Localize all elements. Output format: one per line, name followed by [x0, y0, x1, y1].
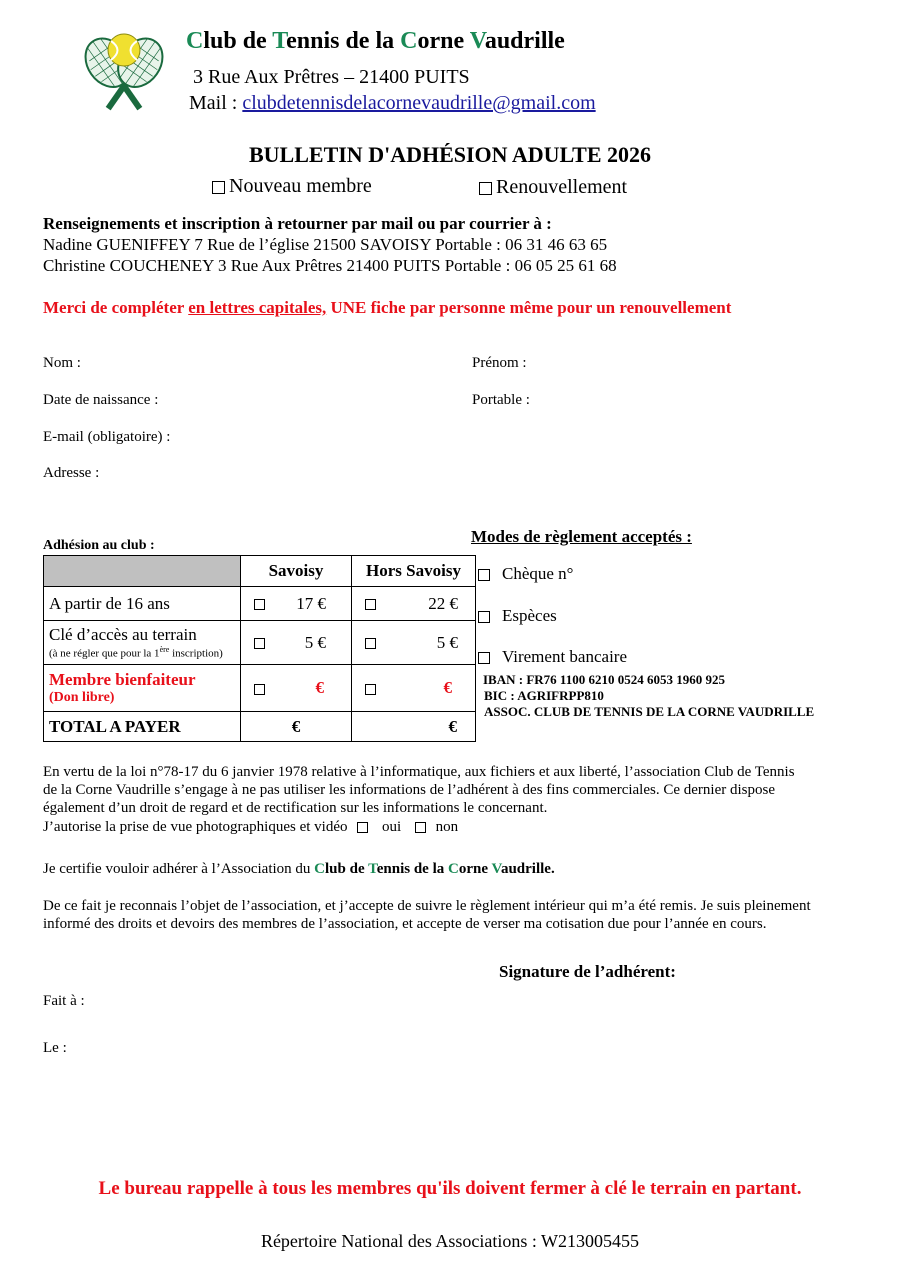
- fee-cell: [352, 665, 476, 712]
- table-header-empty: [44, 556, 241, 587]
- row-label: [44, 665, 241, 712]
- fee-cell: [352, 621, 476, 665]
- payment-virement[interactable]: [478, 647, 627, 667]
- fee-cell: [241, 665, 352, 712]
- photo-consent: [43, 819, 458, 836]
- virement-label: Virement bancaire: [502, 647, 627, 666]
- name-part: audrille: [484, 28, 565, 54]
- note-after: inscription): [169, 647, 223, 660]
- name-part: ennis de la: [376, 861, 448, 877]
- iban: IBAN : FR76 1100 6210 0524 6053 1960 925: [483, 672, 725, 687]
- initial: T: [368, 861, 377, 877]
- fee-value: 17 €: [296, 593, 326, 613]
- certify-before: Je certifie vouloir adhérer à l’Association du: [43, 861, 315, 877]
- photo-non-checkbox[interactable]: [415, 822, 426, 833]
- field-naissance[interactable]: Date de naissance :: [43, 392, 159, 408]
- row-label-text: Clé d’accès au terrain: [49, 624, 197, 644]
- name-part: lub de: [325, 861, 369, 877]
- col-hors-savoisy: Hors Savoisy: [352, 556, 476, 587]
- virement-checkbox[interactable]: [478, 652, 490, 664]
- fee-cell: [352, 587, 476, 621]
- fees-heading: Adhésion au club :: [43, 538, 155, 553]
- checkbox[interactable]: [365, 684, 376, 695]
- row-label: TOTAL A PAYER: [44, 712, 241, 742]
- fee-value: 22 €: [428, 593, 458, 613]
- contact-line-2: Christine COUCHENEY 3 Rue Aux Prêtres 21400 PUITS Portable : 06 05 25 61 68: [43, 256, 617, 275]
- rna-number: Répertoire National des Associations : W213005455: [260, 1231, 640, 1251]
- fee-cell: [241, 587, 352, 621]
- instruction-after: UNE fiche par personne même pour un renouvellement: [326, 298, 732, 317]
- contact-line-1: Nadine GUENIFFEY 7 Rue de l’église 21500 SAVOISY Portable : 06 31 46 63 65: [43, 235, 608, 254]
- instruction: [43, 298, 731, 318]
- fee-value: 5 €: [436, 632, 458, 652]
- new-member-checkbox[interactable]: [212, 181, 225, 194]
- account-holder: ASSOC. CLUB DE TENNIS DE LA CORNE VAUDRILLE: [484, 704, 815, 719]
- checkbox[interactable]: [365, 599, 376, 610]
- renewal-checkbox[interactable]: [479, 182, 492, 195]
- checkbox[interactable]: [254, 599, 265, 610]
- especes-label: Espèces: [502, 606, 557, 625]
- mail-label: Mail :: [189, 92, 243, 114]
- initial: V: [491, 861, 501, 877]
- fees-table: [43, 555, 476, 742]
- initial: C: [186, 28, 204, 54]
- row-label: A partir de 16 ans: [44, 587, 241, 621]
- initial: V: [469, 28, 485, 54]
- fee-value: €: [315, 678, 324, 697]
- legal-line-3: également d’un droit de regard et de rectification sur les informations le concernant.: [43, 800, 548, 816]
- field-adresse[interactable]: Adresse :: [43, 465, 100, 481]
- accept-line-2: informé des droits et devoirs des membres de l’association, et accepte de verser ma cotisation due pour l’année en cours.: [43, 916, 767, 932]
- new-member-option[interactable]: [212, 175, 372, 198]
- row-label-text: Membre bienfaiteur: [49, 670, 196, 689]
- payment-especes[interactable]: [478, 606, 557, 626]
- total-savoisy: €: [241, 712, 352, 742]
- le-date-field[interactable]: Le :: [43, 1040, 67, 1056]
- instruction-before: Merci de compléter: [43, 298, 189, 317]
- checkbox[interactable]: [254, 684, 265, 695]
- fee-value: €: [443, 678, 452, 697]
- initial: C: [400, 28, 418, 54]
- payment-heading: Modes de règlement acceptés :: [471, 527, 692, 546]
- photo-consent-text: J’autorise la prise de vue photographiques et vidéo: [43, 819, 348, 835]
- name-part: audrille.: [500, 861, 555, 877]
- col-savoisy: Savoisy: [241, 556, 352, 587]
- name-part: orne: [458, 861, 492, 877]
- field-portable[interactable]: Portable :: [472, 392, 530, 408]
- row-note: [49, 644, 235, 660]
- payment-cheque[interactable]: [478, 564, 573, 584]
- cheque-label: Chèque n°: [502, 564, 574, 583]
- name-part: lub de: [203, 28, 273, 54]
- fee-cell: [241, 621, 352, 665]
- checkbox[interactable]: [254, 638, 265, 649]
- accept-line-1: De ce fait je reconnais l’objet de l’association, et j’accepte de suivre le règlement intérieur qui m’a été remis. Je suis pleinement: [43, 898, 811, 914]
- fait-a-field[interactable]: Fait à :: [43, 993, 85, 1009]
- initial: C: [314, 861, 325, 877]
- total-hors: €: [352, 712, 476, 742]
- mail-link[interactable]: clubdetennisdelacornevaudrille@gmail.com: [242, 92, 596, 114]
- field-nom[interactable]: Nom :: [43, 355, 81, 371]
- checkbox[interactable]: [365, 638, 376, 649]
- certify-line: [43, 861, 555, 878]
- initial: T: [272, 28, 287, 54]
- photo-oui-checkbox[interactable]: [357, 822, 368, 833]
- legal-line-2: de la Corne Vaudrille s’engage à ne pas utiliser les informations de l’adhérent à des fins commerciales. Ce dernier dispose: [43, 782, 775, 798]
- reminder: Le bureau rappelle à tous les membres qu'ils doivent fermer à clé le terrain en partant.: [98, 1178, 802, 1199]
- photo-non-label: non: [435, 819, 459, 835]
- cheque-checkbox[interactable]: [478, 569, 490, 581]
- field-email[interactable]: E-mail (obligatoire) :: [43, 429, 171, 445]
- name-part: ennis de la: [286, 28, 401, 54]
- note-sup: ère: [159, 644, 170, 654]
- instruction-underlined: en lettres capitales,: [188, 298, 327, 317]
- especes-checkbox[interactable]: [478, 611, 490, 623]
- name-part: orne: [417, 28, 470, 54]
- row-label: [44, 621, 241, 665]
- fee-value: 5 €: [304, 632, 326, 652]
- bic: BIC : AGRIFRPP810: [484, 688, 604, 703]
- row-sublabel: (Don libre): [49, 690, 115, 705]
- signature-label: Signature de l’adhérent:: [499, 962, 676, 981]
- contact-heading: Renseignements et inscription à retourner par mail ou par courrier à :: [43, 214, 552, 233]
- field-prenom[interactable]: Prénom :: [472, 355, 527, 371]
- club-logo: [84, 24, 164, 120]
- renewal-label: Renouvellement: [496, 176, 628, 198]
- club-address: 3 Rue Aux Prêtres – 21400 PUITS: [193, 66, 470, 88]
- new-member-label: Nouveau membre: [229, 175, 372, 197]
- initial: C: [448, 861, 459, 877]
- form-title: BULLETIN D'ADHÉSION ADULTE 2026: [248, 142, 651, 167]
- renewal-option[interactable]: [479, 176, 627, 199]
- club-mail-line: [189, 92, 596, 115]
- club-name: [186, 28, 565, 55]
- legal-line-1: En vertu de la loi n°78-17 du 6 janvier 1978 relative à l’informatique, aux fichiers et aux liberté, l’association Club de Tennis: [43, 764, 795, 780]
- note-before: (à ne régler que pour la 1: [49, 647, 160, 660]
- photo-oui-label: oui: [382, 819, 402, 835]
